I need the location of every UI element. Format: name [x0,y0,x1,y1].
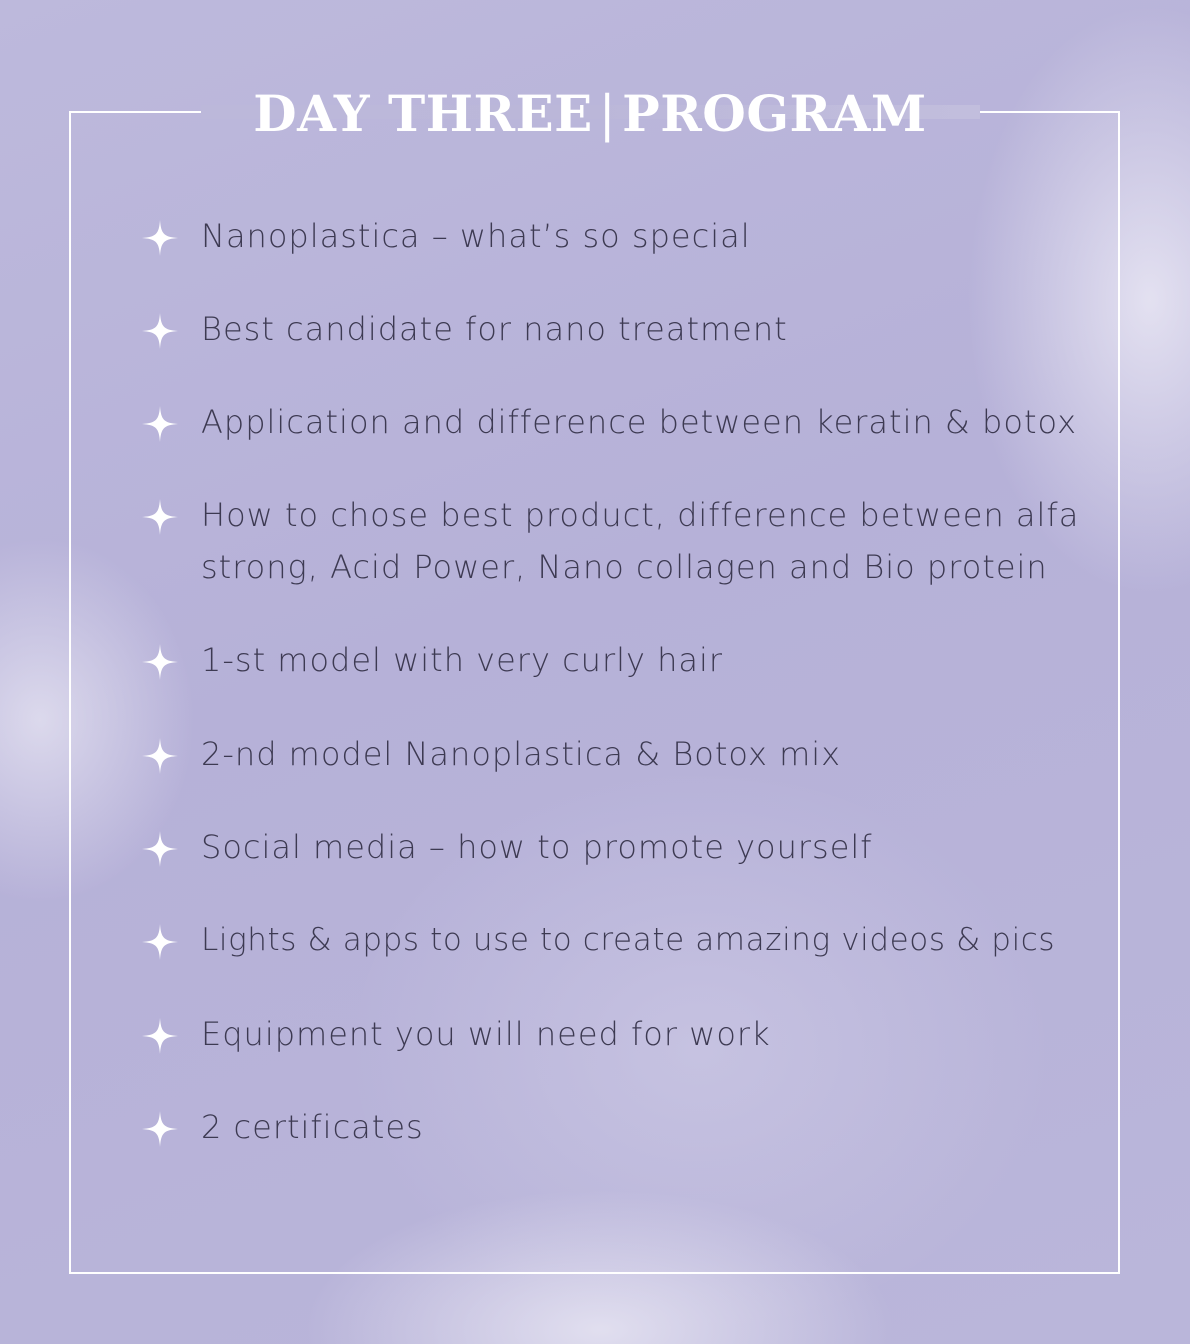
title-block [200,72,980,154]
list-item [140,489,1079,593]
sparkle-star-icon [140,404,180,444]
list-item [140,1008,771,1060]
list-item [140,303,788,355]
list-item [140,210,751,262]
item-text: Nanoplastica – what’s so special [201,217,751,255]
title-day: DAY THREE [253,83,593,143]
sparkle-star-icon [140,642,180,682]
sparkle-star-icon [140,829,180,869]
sparkle-star-icon [140,1016,180,1056]
sparkle-star-icon [140,1109,180,1149]
sparkle-star-icon [140,218,180,258]
title-program: PROGRAM [622,83,927,143]
item-text: 2 certificates [201,1108,424,1146]
list-item [140,821,873,873]
item-text-line-1: How to chose best product, difference between alfa [201,496,1080,534]
item-text: 1-st model with very curly hair [201,641,724,679]
sparkle-star-icon [140,736,180,776]
item-text: Application and difference between keratin & botox [201,403,1078,441]
sparkle-star-icon [140,311,180,351]
item-text-line-2: strong, Acid Power, Nano collagen and Bio protein [201,548,1048,586]
list-item [140,634,723,686]
sparkle-star-icon [140,497,180,537]
item-text: Lights & apps to use to create amazing videos & pics [201,922,1056,958]
item-text: Equipment you will need for work [201,1015,771,1053]
program-frame [69,111,1120,1274]
list-item [140,914,1055,966]
item-text [201,489,1079,593]
page-title [253,84,926,143]
item-text: Social media – how to promote yourself [201,828,873,866]
sparkle-star-icon [140,922,180,962]
item-text: 2-nd model Nanoplastica & Botox mix [201,735,842,773]
list-item [140,1101,424,1153]
title-separator: | [598,84,617,143]
list-item [140,396,1077,448]
list-item [140,728,841,780]
item-text: Best candidate for nano treatment [201,310,788,348]
